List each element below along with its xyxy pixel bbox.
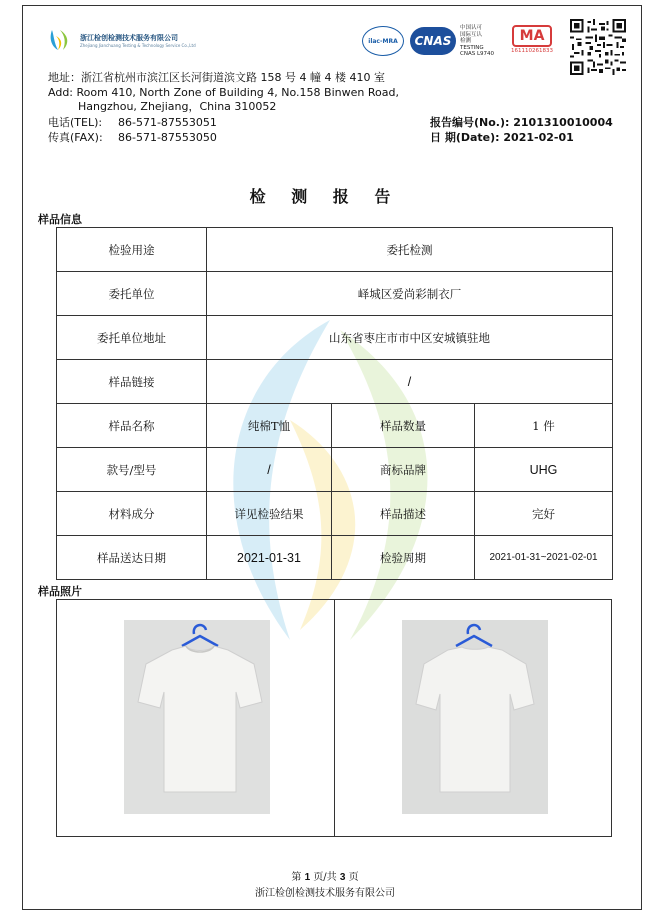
address-block	[48, 71, 399, 115]
page-number: 第 1 页/共 3 页	[291, 872, 359, 883]
address-en-line2: Hangzhou, Zhejiang，China 310052	[78, 100, 277, 113]
qr-code-icon	[570, 19, 626, 75]
company-logo	[48, 28, 196, 52]
company-logo-icon	[48, 28, 74, 52]
company-name-cn: 浙江检创检测技术服务有限公司	[80, 33, 178, 42]
tel-label: 电话(TEL):	[48, 116, 103, 129]
sample-link-value: /	[207, 360, 613, 404]
report-date: 2021-02-01	[503, 131, 574, 144]
sample-desc-value: 完好	[475, 492, 613, 536]
material-value: 详见检验结果	[207, 492, 332, 536]
sample-photo-heading: 样品照片	[38, 585, 82, 598]
fax-value: 86-571-87553050	[118, 131, 217, 144]
sample-info-heading: 样品信息	[38, 213, 82, 226]
ilac-mra-logo: ilac-MRA	[362, 26, 404, 56]
sample-name-label: 样品名称	[57, 404, 207, 448]
purpose-value: 委托检测	[207, 228, 613, 272]
client-address-value: 山东省枣庄市市中区安城镇驻地	[207, 316, 613, 360]
sample-link-label: 样品链接	[57, 360, 207, 404]
client-address-label: 委托单位地址	[57, 316, 207, 360]
purpose-label: 检验用途	[57, 228, 207, 272]
sample-name-value: 纯棉T恤	[207, 404, 332, 448]
cnas-logo: CNAS	[410, 27, 456, 55]
table-row	[57, 228, 613, 272]
table-row	[57, 316, 613, 360]
fax-label: 传真(FAX):	[48, 131, 103, 144]
sample-qty-value: 1 件	[475, 404, 613, 448]
sample-desc-label: 样品描述	[332, 492, 475, 536]
client-label: 委托单位	[57, 272, 207, 316]
material-label: 材料成分	[57, 492, 207, 536]
table-row	[57, 404, 613, 448]
sample-photos	[56, 599, 612, 837]
report-number: 2101310010004	[513, 116, 613, 129]
contact-block	[48, 115, 217, 145]
table-row	[57, 536, 613, 580]
table-row	[57, 272, 613, 316]
footer-company-name: 浙江检创检测技术服务有限公司	[255, 888, 395, 899]
report-meta	[430, 115, 613, 145]
certification-logos	[362, 25, 562, 58]
report-number-label: 报告编号(No.):	[430, 116, 510, 129]
address-cn: 地址：浙江省杭州市滨江区长河街道滨文路 158 号 4 幢 4 楼 410 室	[48, 71, 385, 84]
cma-mark: MA	[512, 25, 553, 47]
model-label: 款号/型号	[57, 448, 207, 492]
company-name-en: Zhejiang Jianchuang Testing & Technology Service Co.,Ltd	[80, 42, 196, 48]
arrival-date-value: 2021-01-31	[207, 536, 332, 580]
client-value: 峄城区爱尚彩制衣厂	[207, 272, 613, 316]
photo-cell-back	[334, 600, 612, 836]
brand-value: UHG	[475, 448, 613, 492]
model-value: /	[207, 448, 332, 492]
sample-info-table	[56, 227, 613, 580]
arrival-date-label: 样品送达日期	[57, 536, 207, 580]
report-date-label: 日 期(Date):	[430, 131, 500, 144]
tel-value: 86-571-87553051	[118, 116, 217, 129]
table-row	[57, 448, 613, 492]
test-period-value: 2021-01-31~2021-02-01	[475, 536, 613, 580]
sample-qty-label: 样品数量	[332, 404, 475, 448]
tshirt-front-photo	[124, 620, 270, 814]
table-row	[57, 492, 613, 536]
page-footer	[0, 870, 650, 902]
brand-label: 商标品牌	[332, 448, 475, 492]
test-period-label: 检验周期	[332, 536, 475, 580]
address-en-line1: Add: Room 410, North Zone of Building 4, No.158 Binwen Road,	[48, 85, 399, 99]
photo-cell-front	[57, 600, 334, 836]
cma-logo	[502, 25, 562, 57]
tshirt-back-photo	[402, 620, 548, 814]
table-row	[57, 360, 613, 404]
page-title: 检 测 报 告	[249, 187, 401, 206]
cnas-logo-text: 中国认可 国际互认 检测 TESTING CNAS L9740	[460, 25, 495, 57]
cma-number: 161110261833	[511, 48, 554, 55]
